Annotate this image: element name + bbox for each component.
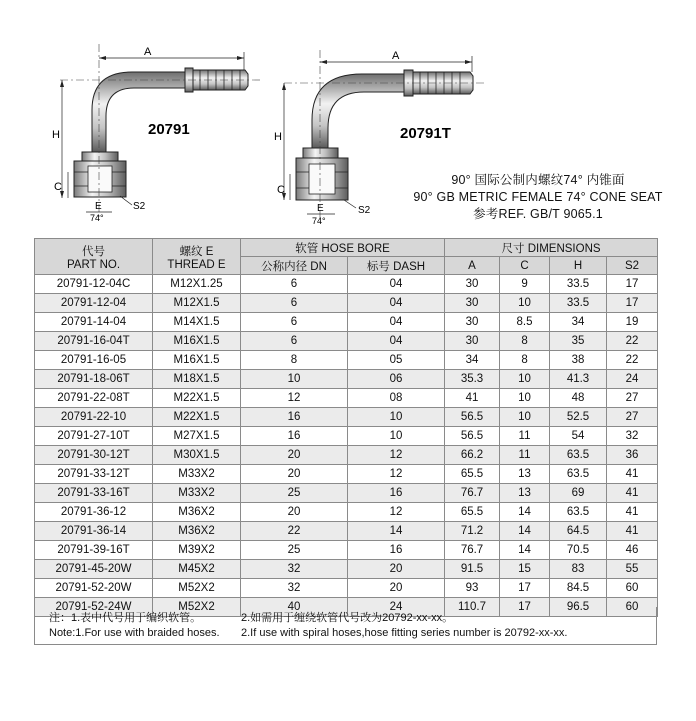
cell-dash: 10	[348, 408, 445, 427]
table-row	[35, 275, 658, 294]
cell-a: 65.5	[445, 503, 500, 522]
cell-thread: M22X1.5	[153, 389, 241, 408]
cell-dash: 16	[348, 541, 445, 560]
cell-h: 63.5	[550, 465, 607, 484]
notes-box	[34, 607, 657, 645]
left-dim-h: H	[52, 129, 60, 141]
cell-thread: M12X1.25	[153, 275, 241, 294]
table-row	[35, 446, 658, 465]
cell-dash: 08	[348, 389, 445, 408]
cell-s2: 19	[607, 313, 658, 332]
cell-thread: M12X1.5	[153, 294, 241, 313]
left-fitting-drawing	[52, 44, 260, 223]
right-dim-a: A	[392, 50, 400, 62]
cell-dash: 10	[348, 427, 445, 446]
cell-dash: 20	[348, 579, 445, 598]
cell-part-no: 20791-30-12T	[35, 446, 153, 465]
left-dim-s2: S2	[133, 201, 146, 212]
cell-part-no: 20791-52-24W	[35, 598, 153, 617]
cell-c: 13	[500, 484, 550, 503]
cell-h: 48	[550, 389, 607, 408]
cell-a: 110.7	[445, 598, 500, 617]
cell-thread: M36X2	[153, 503, 241, 522]
cell-a: 30	[445, 313, 500, 332]
cell-a: 66.2	[445, 446, 500, 465]
cell-dash: 24	[348, 598, 445, 617]
table-row	[35, 560, 658, 579]
cell-s2: 36	[607, 446, 658, 465]
cell-c: 14	[500, 541, 550, 560]
header-thread: 螺纹 E THREAD E	[153, 239, 241, 275]
cell-a: 65.5	[445, 465, 500, 484]
cell-h: 70.5	[550, 541, 607, 560]
cell-part-no: 20791-22-08T	[35, 389, 153, 408]
table-row	[35, 294, 658, 313]
cell-dash: 12	[348, 446, 445, 465]
right-part-label: 20791T	[400, 125, 451, 142]
cell-a: 34	[445, 351, 500, 370]
cell-dash: 14	[348, 522, 445, 541]
cell-c: 8.5	[500, 313, 550, 332]
right-dim-angle: 74°	[312, 216, 326, 226]
cell-dn: 12	[241, 389, 348, 408]
cell-s2: 46	[607, 541, 658, 560]
cell-c: 10	[500, 370, 550, 389]
cell-c: 11	[500, 427, 550, 446]
cell-thread: M36X2	[153, 522, 241, 541]
cell-part-no: 20791-18-06T	[35, 370, 153, 389]
cell-a: 56.5	[445, 427, 500, 446]
cell-thread: M18X1.5	[153, 370, 241, 389]
cell-h: 83	[550, 560, 607, 579]
cell-thread: M16X1.5	[153, 332, 241, 351]
cell-dn: 6	[241, 332, 348, 351]
notes-cn-row	[49, 611, 656, 626]
table-row	[35, 370, 658, 389]
header-c: C	[500, 257, 550, 275]
cell-part-no: 20791-22-10	[35, 408, 153, 427]
header-h: H	[550, 257, 607, 275]
cell-c: 15	[500, 560, 550, 579]
note-cn-2: 2.如需用于缠绕软管代号改为20792-xx-xx。	[241, 612, 454, 624]
header-s2: S2	[607, 257, 658, 275]
cell-h: 96.5	[550, 598, 607, 617]
cell-a: 56.5	[445, 408, 500, 427]
cell-part-no: 20791-39-16T	[35, 541, 153, 560]
cell-thread: M33X2	[153, 465, 241, 484]
right-dim-h: H	[274, 131, 282, 143]
cell-c: 14	[500, 503, 550, 522]
cell-s2: 22	[607, 332, 658, 351]
cell-dn: 20	[241, 446, 348, 465]
cell-c: 17	[500, 598, 550, 617]
header-part-no: 代号 PART NO.	[35, 239, 153, 275]
note-cn-1: 注：1.表中代号用于编织软管。	[49, 612, 202, 624]
spec-table-body	[35, 275, 658, 617]
table-row	[35, 465, 658, 484]
left-dim-a: A	[144, 46, 152, 58]
cell-part-no: 20791-33-12T	[35, 465, 153, 484]
title-ref: 参考REF. GB/T 9065.1	[473, 207, 603, 221]
cell-s2: 32	[607, 427, 658, 446]
cell-s2: 22	[607, 351, 658, 370]
table-row	[35, 351, 658, 370]
cell-h: 33.5	[550, 275, 607, 294]
header-dimensions: 尺寸 DIMENSIONS	[445, 239, 658, 257]
cell-part-no: 20791-33-16T	[35, 484, 153, 503]
header-a: A	[445, 257, 500, 275]
cell-s2: 27	[607, 408, 658, 427]
spec-table	[34, 238, 658, 617]
note-en-1: Note:1.For use with braided hoses.	[49, 627, 220, 639]
cell-dn: 6	[241, 294, 348, 313]
cell-dn: 40	[241, 598, 348, 617]
cell-dash: 12	[348, 503, 445, 522]
right-dim-s2: S2	[358, 205, 371, 216]
table-row	[35, 313, 658, 332]
cell-h: 84.5	[550, 579, 607, 598]
cell-part-no: 20791-27-10T	[35, 427, 153, 446]
cell-dn: 22	[241, 522, 348, 541]
cell-c: 17	[500, 579, 550, 598]
cell-c: 10	[500, 294, 550, 313]
cell-dn: 20	[241, 503, 348, 522]
cell-c: 13	[500, 465, 550, 484]
cell-s2: 41	[607, 522, 658, 541]
table-row	[35, 541, 658, 560]
cell-dash: 06	[348, 370, 445, 389]
cell-a: 30	[445, 275, 500, 294]
left-part-label: 20791	[148, 121, 190, 138]
title-cn: 90° 国际公制内螺纹74° 内锥面	[451, 173, 625, 187]
cell-a: 76.7	[445, 484, 500, 503]
table-row	[35, 503, 658, 522]
cell-c: 10	[500, 389, 550, 408]
cell-h: 69	[550, 484, 607, 503]
cell-dash: 16	[348, 484, 445, 503]
cell-thread: M39X2	[153, 541, 241, 560]
cell-h: 41.3	[550, 370, 607, 389]
cell-part-no: 20791-52-20W	[35, 579, 153, 598]
cell-dash: 12	[348, 465, 445, 484]
cell-h: 54	[550, 427, 607, 446]
cell-part-no: 20791-36-12	[35, 503, 153, 522]
cell-a: 93	[445, 579, 500, 598]
cell-part-no: 20791-16-04T	[35, 332, 153, 351]
right-dim-e: E	[317, 203, 324, 214]
cell-c: 8	[500, 351, 550, 370]
cell-part-no: 20791-16-05	[35, 351, 153, 370]
cell-a: 30	[445, 294, 500, 313]
fitting-title-block	[398, 172, 678, 223]
cell-dn: 16	[241, 408, 348, 427]
cell-s2: 60	[607, 579, 658, 598]
cell-h: 34	[550, 313, 607, 332]
table-row	[35, 579, 658, 598]
cell-thread: M16X1.5	[153, 351, 241, 370]
table-row	[35, 484, 658, 503]
cell-s2: 17	[607, 275, 658, 294]
cell-a: 30	[445, 332, 500, 351]
cell-c: 9	[500, 275, 550, 294]
notes-en-row	[49, 626, 656, 641]
cell-part-no: 20791-36-14	[35, 522, 153, 541]
cell-dn: 32	[241, 579, 348, 598]
right-dim-c: C	[277, 184, 285, 196]
cell-dash: 20	[348, 560, 445, 579]
cell-h: 38	[550, 351, 607, 370]
cell-h: 33.5	[550, 294, 607, 313]
cell-part-no: 20791-12-04C	[35, 275, 153, 294]
cell-s2: 55	[607, 560, 658, 579]
cell-s2: 24	[607, 370, 658, 389]
cell-dn: 20	[241, 465, 348, 484]
cell-dn: 25	[241, 541, 348, 560]
cell-s2: 41	[607, 465, 658, 484]
cell-dn: 6	[241, 275, 348, 294]
cell-h: 35	[550, 332, 607, 351]
cell-thread: M52X2	[153, 598, 241, 617]
cell-part-no: 20791-14-04	[35, 313, 153, 332]
cell-dn: 32	[241, 560, 348, 579]
note-en-2: 2.If use with spiral hoses,hose fitting series number is 20792-xx-xx.	[241, 627, 568, 639]
cell-thread: M33X2	[153, 484, 241, 503]
table-row	[35, 427, 658, 446]
cell-dn: 16	[241, 427, 348, 446]
header-dash: 标号 DASH	[348, 257, 445, 275]
cell-a: 76.7	[445, 541, 500, 560]
cell-thread: M52X2	[153, 579, 241, 598]
cell-dn: 6	[241, 313, 348, 332]
cell-c: 8	[500, 332, 550, 351]
cell-thread: M22X1.5	[153, 408, 241, 427]
cell-dn: 8	[241, 351, 348, 370]
cell-part-no: 20791-45-20W	[35, 560, 153, 579]
cell-thread: M27X1.5	[153, 427, 241, 446]
cell-h: 63.5	[550, 503, 607, 522]
table-row	[35, 522, 658, 541]
left-dim-e: E	[95, 201, 102, 212]
cell-thread: M14X1.5	[153, 313, 241, 332]
cell-dash: 05	[348, 351, 445, 370]
cell-s2: 60	[607, 598, 658, 617]
table-row	[35, 332, 658, 351]
header-hose-bore: 软管 HOSE BORE	[241, 239, 445, 257]
cell-a: 35.3	[445, 370, 500, 389]
cell-h: 52.5	[550, 408, 607, 427]
cell-thread: M30X1.5	[153, 446, 241, 465]
cell-s2: 41	[607, 503, 658, 522]
cell-a: 41	[445, 389, 500, 408]
cell-h: 63.5	[550, 446, 607, 465]
cell-s2: 17	[607, 294, 658, 313]
cell-a: 71.2	[445, 522, 500, 541]
left-dim-c: C	[54, 181, 62, 193]
cell-thread: M45X2	[153, 560, 241, 579]
cell-s2: 41	[607, 484, 658, 503]
title-en: 90° GB METRIC FEMALE 74° CONE SEAT	[413, 190, 663, 204]
cell-dash: 04	[348, 332, 445, 351]
cell-part-no: 20791-12-04	[35, 294, 153, 313]
cell-a: 91.5	[445, 560, 500, 579]
cell-dn: 10	[241, 370, 348, 389]
cell-dn: 25	[241, 484, 348, 503]
cell-h: 64.5	[550, 522, 607, 541]
cell-s2: 27	[607, 389, 658, 408]
table-row	[35, 389, 658, 408]
cell-c: 10	[500, 408, 550, 427]
cell-c: 14	[500, 522, 550, 541]
header-dn: 公称内径 DN	[241, 257, 348, 275]
cell-dash: 04	[348, 275, 445, 294]
cell-dash: 04	[348, 313, 445, 332]
cell-dash: 04	[348, 294, 445, 313]
table-row	[35, 408, 658, 427]
cell-c: 11	[500, 446, 550, 465]
left-dim-angle: 74°	[90, 213, 104, 223]
